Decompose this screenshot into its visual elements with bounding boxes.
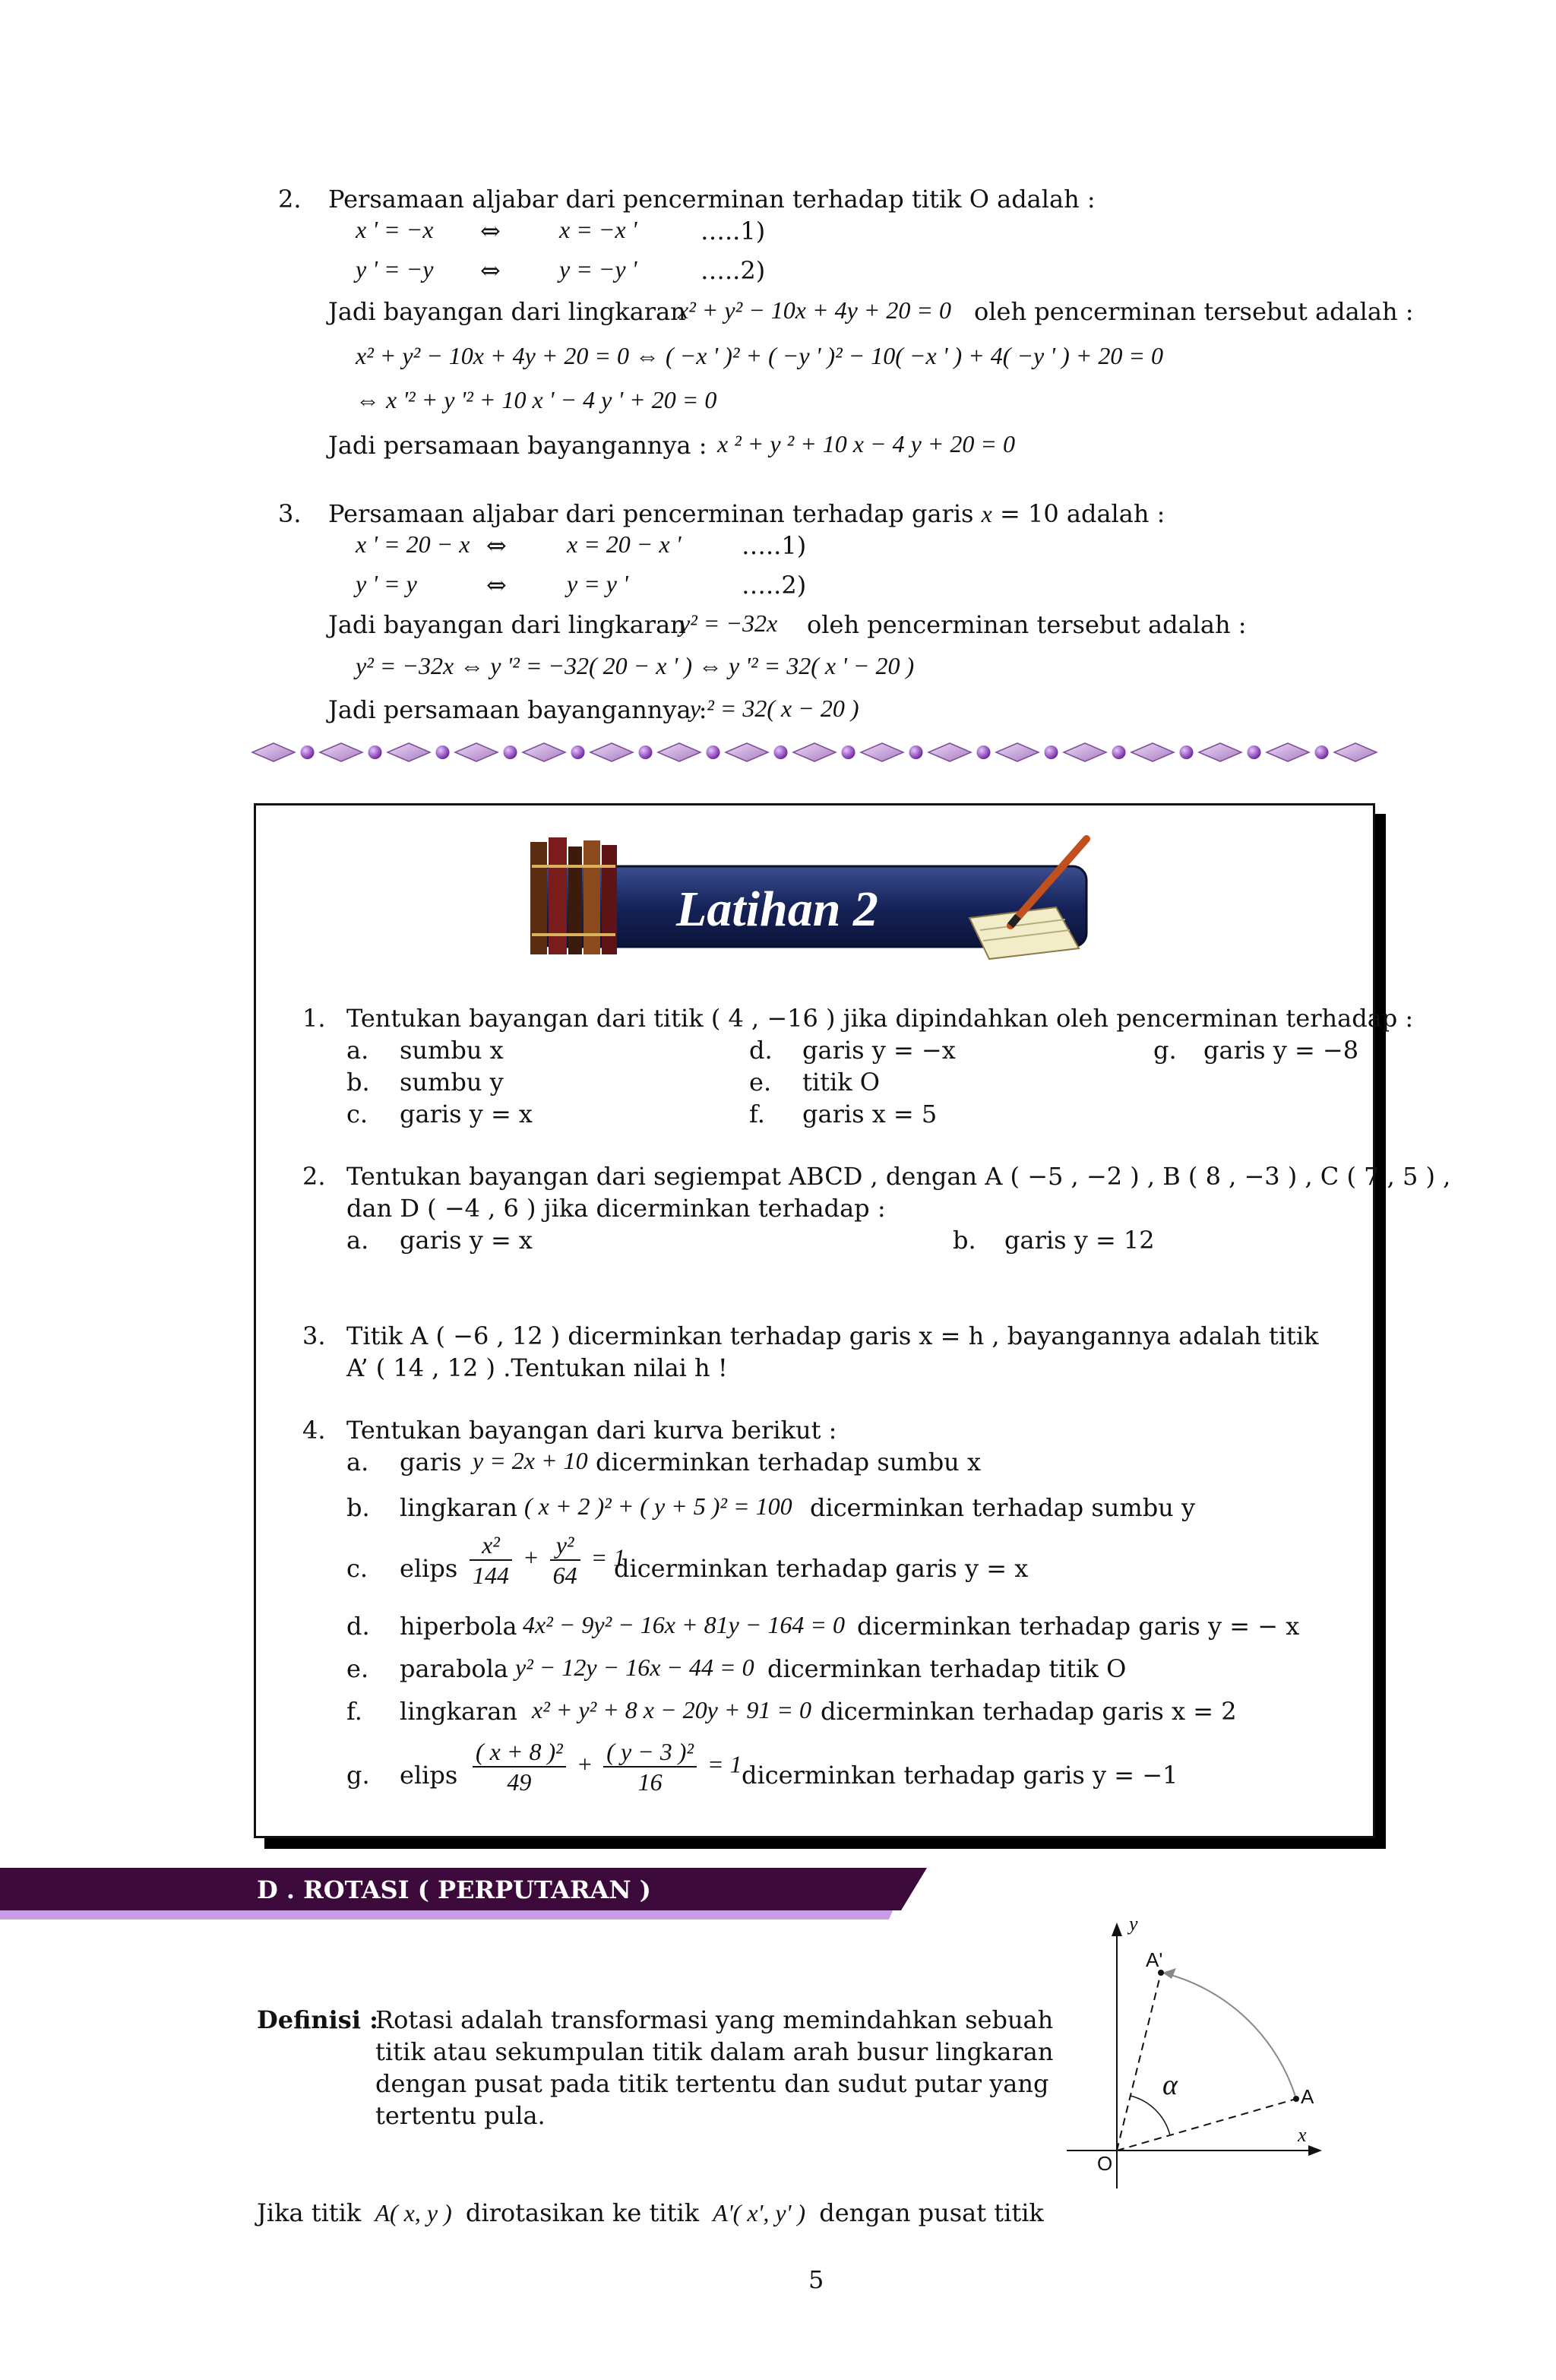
segment-oa <box>1117 2099 1296 2151</box>
q4c-eq-tail: = 1 <box>590 1543 626 1571</box>
q2-option-label: a. <box>346 1226 369 1255</box>
y-axis-arrow <box>1112 1923 1122 1936</box>
definisi-line: titik atau sekumpulan titik dalam arah busur lingkaran <box>375 2037 1054 2066</box>
q4d-suffix: dicerminkan terhadap garis y = − x <box>857 1612 1300 1641</box>
q4c-num2: y² <box>550 1530 580 1561</box>
q2-line1: Tentukan bayangan dari segiempat ABCD , dengan A ( −5 , −2 ) , B ( 8 , −3 ) , C ( 7 , 5 ) , <box>346 1162 1451 1191</box>
q2-line2: dan D ( −4 , 6 ) jika dicerminkan terhadap : <box>346 1194 886 1223</box>
item2-bayangan-prefix: Jadi bayangan dari lingkaran <box>328 297 686 326</box>
q4f-name: lingkaran <box>400 1697 518 1726</box>
item3-eq1-equiv: ⇔ <box>486 531 507 560</box>
q1-option-text: garis y = x <box>400 1100 533 1128</box>
definisi-line: dengan pusat pada titik tertentu dan sudut putar yang <box>375 2069 1049 2098</box>
q1-option-text: titik O <box>802 1068 880 1097</box>
q4c-fraction-1 <box>470 1530 512 1590</box>
q3-number: 3. <box>302 1321 326 1350</box>
q1-option-text: sumbu x <box>400 1036 504 1065</box>
item3-bayangan-suffix: oleh pencerminan tersebut adalah : <box>807 610 1247 639</box>
border-bead <box>842 745 855 759</box>
border-bead <box>707 745 720 759</box>
item2-eq1-right: x = −x ' <box>559 216 637 243</box>
q4c-name: elips <box>400 1554 458 1583</box>
border-diamond <box>1199 743 1241 761</box>
item3-result-prefix: Jadi persamaan bayangannya : <box>328 695 707 724</box>
q2-option-text: garis y = x <box>400 1226 533 1255</box>
border-bead <box>1112 745 1126 759</box>
q1-option-label: b. <box>346 1068 370 1097</box>
item2-number: 2. <box>278 185 302 214</box>
origin-label: O <box>1097 2152 1113 2175</box>
item3-eq2-left: y ' = y <box>356 570 417 597</box>
q4g-num1: ( x + 8 )² <box>473 1737 566 1768</box>
item2-result-prefix: Jadi persamaan bayangannya : <box>328 431 707 460</box>
q4e-label: e. <box>346 1654 369 1683</box>
latihan-title: Latihan 2 <box>676 881 878 937</box>
border-diamond <box>1334 743 1377 761</box>
jika-mid: dirotasikan ke titik <box>465 2198 700 2227</box>
q4g-eq-tail: = 1 <box>707 1750 742 1778</box>
q2-option-label: b. <box>953 1226 976 1255</box>
section-header-bar <box>0 1868 927 1920</box>
q4b-name: lingkaran <box>400 1493 518 1522</box>
border-diamond <box>455 743 498 761</box>
q3-line2: A’ ( 14 , 12 ) .Tentukan nilai h ! <box>346 1353 728 1382</box>
jika-pre: Jika titik <box>257 2198 362 2227</box>
border-diamond <box>320 743 362 761</box>
q4g-den2: 16 <box>637 1768 663 1796</box>
border-diamond <box>252 743 295 761</box>
border-diamond <box>726 743 768 761</box>
item3-intro-var: x <box>981 500 992 527</box>
q4c-fraction-2 <box>550 1530 580 1590</box>
item3-eq2-right: y = y ' <box>567 570 628 597</box>
item3-intro-post: = 10 adalah : <box>1000 499 1165 528</box>
q4g-fraction-1 <box>473 1737 566 1796</box>
segment-oa-prime <box>1117 1973 1161 2151</box>
q1-option-text: garis y = −x <box>802 1036 956 1065</box>
q4b-suffix: dicerminkan terhadap sumbu y <box>810 1493 1196 1522</box>
q4f-suffix: dicerminkan terhadap garis x = 2 <box>821 1697 1237 1726</box>
q4d-name: hiperbola <box>400 1612 517 1641</box>
jika-a2-expr: A'( x', y' ) <box>713 2199 806 2227</box>
latihan-banner <box>524 834 1102 964</box>
q1-option-text: garis y = −8 <box>1203 1036 1359 1065</box>
item3-eq1-right: x = 20 − x ' <box>567 530 682 558</box>
page-number: 5 <box>808 2265 824 2294</box>
point-a-prime-label: A' <box>1146 1948 1163 1971</box>
q4a-eq: y = 2x + 10 <box>473 1447 588 1474</box>
rotation-arc <box>1162 1973 1296 2099</box>
item2-step2: ⇔ x '² + y '² + 10 x ' − 4 y ' + 20 = 0 <box>356 386 717 413</box>
border-diamond <box>1131 743 1174 761</box>
item3-eq2-equiv: ⇔ <box>486 571 507 600</box>
q4e-eq: y² − 12y − 16x − 44 = 0 <box>515 1654 754 1681</box>
x-axis-label: x <box>1298 2124 1307 2146</box>
q1-option-label: g. <box>1153 1036 1177 1065</box>
q4f-label: f. <box>346 1697 362 1726</box>
q2-option-text: garis y = 12 <box>1004 1226 1155 1255</box>
border-bead <box>909 745 923 759</box>
item2-eq2-ref: …..2) <box>701 256 766 285</box>
item2-eq2-left: y ' = −y <box>356 255 434 283</box>
q4d-label: d. <box>346 1612 370 1641</box>
q1-option-label: e. <box>749 1068 772 1097</box>
q1-option-label: a. <box>346 1036 369 1065</box>
item2-intro: Persamaan aljabar dari pencerminan terhadap titik O adalah : <box>328 185 1096 214</box>
books-icon <box>530 837 617 954</box>
border-diamond <box>1064 743 1106 761</box>
border-bead <box>977 745 991 759</box>
item2-eq1-ref: …..1) <box>701 217 766 245</box>
q4g-label: g. <box>346 1761 370 1790</box>
q4e-name: parabola <box>400 1654 508 1683</box>
border-bead <box>639 745 653 759</box>
q4g-den1: 49 <box>507 1768 532 1796</box>
q4c-den1: 144 <box>473 1562 509 1589</box>
q4c-equation <box>465 1530 625 1590</box>
q1-option-text: garis x = 5 <box>802 1100 938 1128</box>
q4b-eq: ( x + 2 )² + ( y + 5 )² = 100 <box>524 1492 792 1520</box>
border-bead <box>1315 745 1329 759</box>
item2-eq2-equiv: ⇔ <box>480 256 501 285</box>
q2-number: 2. <box>302 1162 326 1191</box>
q1-option-text: sumbu y <box>400 1068 504 1097</box>
border-bead <box>571 745 585 759</box>
q4a-suffix: dicerminkan terhadap sumbu x <box>596 1448 981 1476</box>
q4g-plus: + <box>576 1750 593 1778</box>
item2-result-eq: x ² + y ² + 10 x − 4 y + 20 = 0 <box>717 430 1015 457</box>
x-axis-arrow <box>1308 2145 1322 2156</box>
definisi-label: Definisi : <box>257 2005 378 2034</box>
q4c-suffix: dicerminkan terhadap garis y = x <box>614 1554 1029 1583</box>
border-diamond <box>1267 743 1309 761</box>
item3-bayangan-prefix: Jadi bayangan dari lingkaran <box>328 610 686 639</box>
jika-post: dengan pusat titik <box>819 2198 1044 2227</box>
q4c-label: c. <box>346 1554 368 1583</box>
q4g-num2: ( y − 3 )² <box>603 1737 697 1768</box>
rotation-diagram <box>1056 1900 1337 2204</box>
q4a-label: a. <box>346 1448 369 1476</box>
q4-number: 4. <box>302 1416 326 1445</box>
rotation-arc-arrow <box>1162 1968 1176 1979</box>
border-bead <box>1248 745 1261 759</box>
q4a-name: garis <box>400 1448 462 1476</box>
q3-line1: Titik A ( −6 , 12 ) dicerminkan terhadap garis x = h , bayangannya adalah titik <box>346 1321 1319 1350</box>
angle-arc <box>1131 2096 1170 2135</box>
definisi-line: Rotasi adalah transformasi yang memindahkan sebuah <box>375 2005 1054 2034</box>
border-bead <box>1180 745 1194 759</box>
border-diamond <box>996 743 1039 761</box>
q4f-eq: x² + y² + 8 x − 20y + 91 = 0 <box>532 1696 811 1723</box>
border-bead <box>301 745 315 759</box>
item2-eq1-equiv: ⇔ <box>480 217 501 245</box>
item3-number: 3. <box>278 499 302 528</box>
q1-option-label: f. <box>749 1100 765 1128</box>
q4-text: Tentukan bayangan dari kurva berikut : <box>346 1416 837 1445</box>
q4c-num1: x² <box>470 1530 512 1561</box>
item2-eq2-right: y = −y ' <box>559 255 637 283</box>
q4e-suffix: dicerminkan terhadap titik O <box>767 1654 1127 1683</box>
item2-bayangan-suffix: oleh pencerminan tersebut adalah : <box>974 297 1414 326</box>
jika-a-expr: A( x, y ) <box>375 2199 452 2227</box>
border-bead <box>368 745 382 759</box>
q4c-den2: 64 <box>552 1562 577 1589</box>
definisi-line: tertentu pula. <box>375 2101 546 2130</box>
q4d-eq: 4x² − 9y² − 16x + 81y − 164 = 0 <box>523 1611 845 1638</box>
decorative-diamond-border <box>251 736 1383 769</box>
q4g-name: elips <box>400 1761 458 1790</box>
border-diamond <box>658 743 701 761</box>
border-diamond <box>793 743 836 761</box>
item3-bayangan-eq: y² = −32x <box>679 609 778 637</box>
item3-eq1-ref: …..1) <box>742 531 807 560</box>
item3-result-eq: y ² = 32( x − 20 ) <box>690 695 859 722</box>
q1-number: 1. <box>302 1004 326 1033</box>
point-a-label: A <box>1301 2085 1314 2108</box>
border-bead <box>504 745 517 759</box>
border-bead <box>436 745 450 759</box>
jika-line <box>257 2198 1044 2228</box>
border-diamond <box>861 743 903 761</box>
q1-option-label: c. <box>346 1100 368 1128</box>
border-diamond <box>928 743 971 761</box>
item2-bayangan-eq: x² + y² − 10x + 4y + 20 = 0 <box>678 296 951 324</box>
border-bead <box>774 745 788 759</box>
border-diamond <box>387 743 430 761</box>
q4c-plus: + <box>523 1543 539 1571</box>
point-a <box>1293 2096 1299 2102</box>
border-diamond <box>523 743 565 761</box>
item3-intro <box>328 498 1165 529</box>
border-bead <box>1045 745 1058 759</box>
item2-step1: x² + y² − 10x + 4y + 20 = 0 ⇔ ( −x ' )² + ( −y ' )² − 10( −x ' ) + 4( −y ' ) + 20 = 0 <box>356 342 1163 369</box>
q4g-suffix: dicerminkan terhadap garis y = −1 <box>742 1761 1178 1790</box>
q4g-equation <box>468 1737 742 1796</box>
item3-intro-pre: Persamaan aljabar dari pencerminan terhadap garis <box>328 499 974 528</box>
item2-eq1-left: x ' = −x <box>356 216 434 243</box>
q4g-fraction-2 <box>603 1737 697 1796</box>
q1-text: Tentukan bayangan dari titik ( 4 , −16 ) jika dipindahkan oleh pencerminan terhadap : <box>346 1004 1414 1033</box>
item3-eq2-ref: …..2) <box>742 571 807 600</box>
item3-eq1-left: x ' = 20 − x <box>356 530 470 558</box>
q1-option-label: d. <box>749 1036 773 1065</box>
border-diamond <box>590 743 633 761</box>
item3-step1: y² = −32x ⇔ y '² = −32( 20 − x ' ) ⇔ y '² = 32( x ' − 20 ) <box>356 652 915 679</box>
q4b-label: b. <box>346 1493 370 1522</box>
y-axis-label: y <box>1129 1913 1138 1935</box>
section-title: D . ROTASI ( PERPUTARAN ) <box>257 1875 651 1904</box>
angle-alpha-label: α <box>1162 2069 1178 2101</box>
